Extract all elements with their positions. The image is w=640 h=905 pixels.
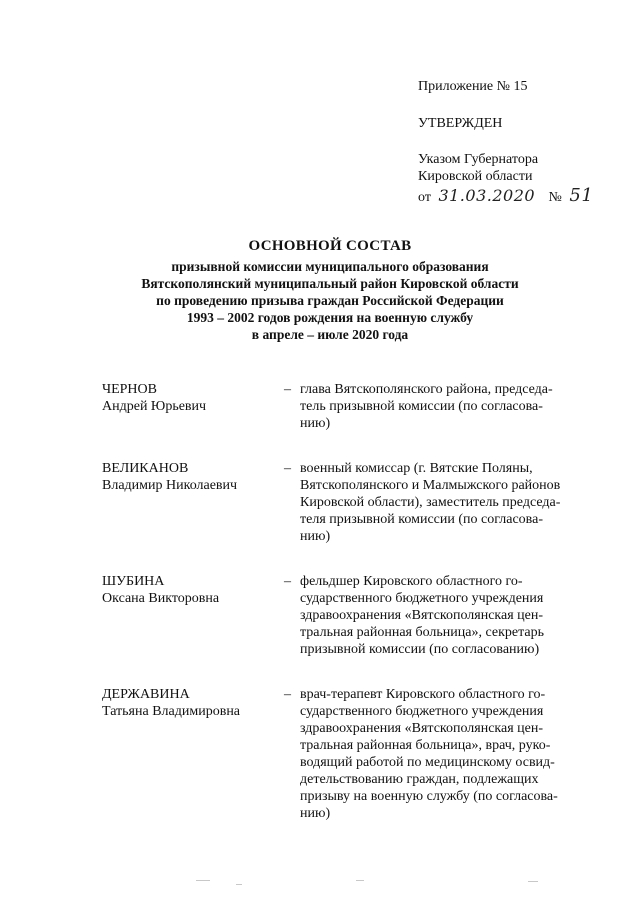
appendix-number: Приложение № 15 (418, 79, 528, 94)
member-entry (102, 460, 602, 545)
member-role (300, 381, 602, 432)
role-line: тральная районная больница», секретарь (300, 625, 544, 640)
member-dash: – (284, 687, 291, 702)
member-role (300, 686, 602, 822)
title-subline: Вятскополянский муниципальный район Кировской области (141, 276, 519, 291)
role-line: призыву на военную службу (по согласова- (300, 789, 558, 804)
member-role (300, 460, 602, 545)
decree-line-2: Кировской области (418, 169, 533, 184)
role-line: сударственного бюджетного учреждения (300, 704, 544, 719)
handwritten-date: 31.03.2020 (438, 186, 536, 205)
title-subline: в апреле – июле 2020 года (251, 327, 409, 342)
title-subline: призывной комиссии муниципального образования (171, 259, 489, 274)
member-surname: ЧЕРНОВ (102, 382, 157, 397)
role-line: теля призывной комиссии (по согласова- (300, 512, 543, 527)
member-surname: ШУБИНА (102, 574, 165, 589)
member-given-name: Татьяна Владимировна (102, 704, 241, 719)
title-subline: по проведению призыва граждан Российской Федерации (156, 293, 504, 308)
approved-stamp-text: УТВЕРЖДЕН (418, 116, 503, 131)
role-line: тральная районная больница», врач, руко- (300, 738, 551, 753)
approval-block (418, 78, 618, 206)
role-line: детельствованию граждан, подлежащих (300, 772, 539, 787)
role-line: фельдшер Кировского областного го- (300, 574, 523, 589)
member-role (300, 573, 602, 658)
member-name (102, 460, 284, 494)
member-dash: – (284, 574, 291, 589)
number-sign: № (548, 190, 562, 205)
member-name (102, 573, 284, 607)
role-line: здравоохранения «Вятскополянская цен- (300, 721, 544, 736)
member-entry (102, 573, 602, 658)
member-dash: – (284, 382, 291, 397)
document-title-block (60, 238, 600, 343)
role-line: тель призывной комиссии (по согласова- (300, 399, 543, 414)
member-given-name: Оксана Викторовна (102, 591, 220, 606)
document-title: ОСНОВНОЙ СОСТАВ (248, 238, 412, 254)
role-line: военный комиссар (г. Вятские Поляны, (300, 461, 533, 476)
role-line: здравоохранения «Вятскополянская цен- (300, 608, 544, 623)
role-line: водящий работой по медицинскому освид- (300, 755, 555, 770)
role-line: нию) (300, 416, 331, 431)
member-given-name: Владимир Николаевич (102, 478, 238, 493)
scan-speck (196, 880, 210, 881)
role-line: врач-терапевт Кировского областного го- (300, 687, 546, 702)
decree-line-1: Указом Губернатора (418, 152, 539, 167)
member-entry (102, 381, 602, 432)
role-line: нию) (300, 529, 331, 544)
scan-speck (356, 880, 364, 881)
member-given-name: Андрей Юрьевич (102, 399, 207, 414)
role-line: нию) (300, 806, 331, 821)
role-line: призывной комиссии (по согласованию) (300, 642, 540, 657)
title-subline: 1993 – 2002 годов рождения на военную службу (186, 310, 474, 325)
member-entry (102, 686, 602, 822)
role-line: глава Вятскополянского района, председа- (300, 382, 553, 397)
decree-date-row (418, 187, 618, 206)
members-list (102, 381, 602, 850)
member-name (102, 686, 284, 720)
handwritten-number: 51 (569, 185, 594, 206)
scan-speck (236, 884, 242, 885)
role-line: сударственного бюджетного учреждения (300, 591, 544, 606)
member-surname: ВЕЛИКАНОВ (102, 461, 189, 476)
role-line: Кировской области), заместитель председа- (300, 495, 561, 510)
scan-speck (528, 881, 538, 882)
member-surname: ДЕРЖАВИНА (102, 687, 190, 702)
member-dash: – (284, 461, 291, 476)
date-prefix: от (418, 190, 431, 205)
member-name (102, 381, 284, 415)
role-line: Вятскополянского и Малмыжского районов (300, 478, 561, 493)
